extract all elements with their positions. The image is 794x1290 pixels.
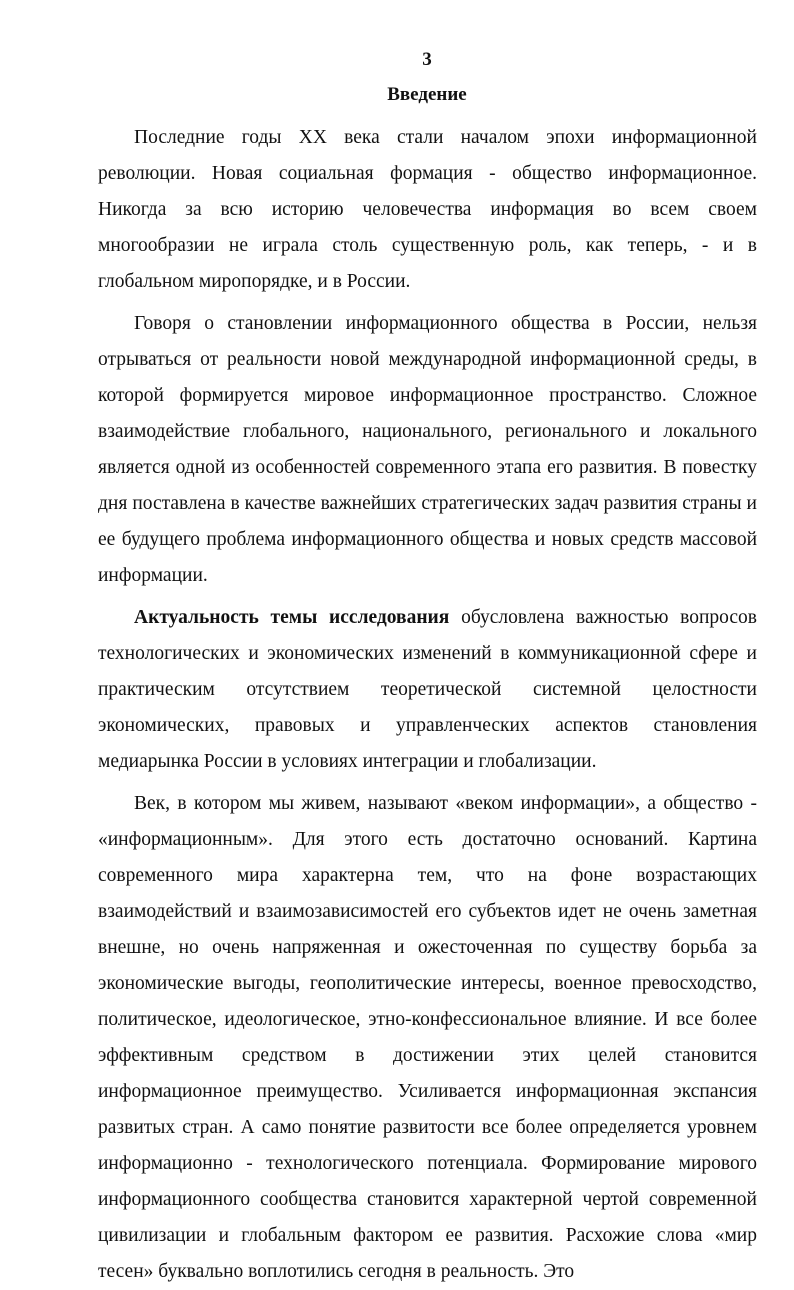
body-text	[98, 120, 757, 1290]
paragraph-text: Говоря о становлении информационного общества в России, нельзя отрываться от реальности новой международной информационной среды, в которой формируется мировое информационное пространство. Сложное взаимодействие глобального, национального, регионального и локального является одной из особенностей современного этапа его развития. В повестку дня поставлена в качестве важнейших стратегических задач развития страны и ее будущего проблема информационного общества и новых средств массовой информации.	[98, 313, 757, 586]
section-heading: Введение	[387, 84, 467, 105]
relevance-term: Актуальность темы исследования	[134, 607, 450, 628]
paragraph-age-of-information	[98, 786, 757, 1290]
paragraph-text: Последние годы XX века стали началом эпохи информационной революции. Новая социальная формация - общество информационное. Никогда за всю историю человечества информация во всем своем многообразии не играла столь существенную роль, как теперь, - и в глобальном миропорядке, и в России.	[98, 127, 757, 292]
paragraph-intro	[98, 120, 757, 300]
paragraph-text: обусловлена важностью вопросов технологических и экономических изменений в коммуникационной сфере и практическим отсутствием теоретической системной целостности экономических, правовых и управленческих аспектов становления медиарынка России в условиях интеграции и глобализации.	[98, 607, 757, 772]
paragraph-relevance	[98, 600, 757, 780]
paragraph-text: Век, в котором мы живем, называют «веком информации», а общество - «информационным». Для этого есть достаточно оснований. Картина современного мира характерна тем, что на фоне возрастающих взаимодействий и взаимозависимостей его субъектов идет не очень заметная внешне, но очень напряженная и ожесточенная по существу борьба за экономические выгоды, геополитические интересы, военное превосходство, политическое, идеологическое, этно-конфессиональное влияние. И все более эффективным средством в достижении этих целей становится информационное преимущество. Усиливается информационная экспансия развитых стран. А само понятие развитости все более определяется уровнем информационно - технологического потенциала. Формирование мирового информационного сообщества становится характерной чертой современной цивилизации и глобальным фактором ее развития. Расхожие слова «мир тесен» буквально воплотились сегодня в реальность. Это	[98, 793, 757, 1282]
page-number: 3	[422, 49, 432, 70]
paragraph-information-society	[98, 306, 757, 594]
